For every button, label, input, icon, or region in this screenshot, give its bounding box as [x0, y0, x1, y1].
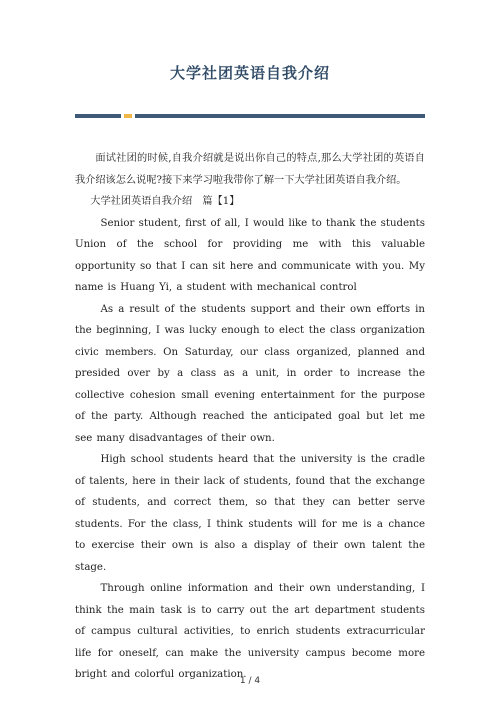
page-number: 1 / 4: [239, 676, 261, 686]
page-title: 大学社团英语自我介绍: [169, 64, 330, 82]
divider-accent-block: [124, 114, 132, 118]
section-heading: 大学社团英语自我介绍 篇【1】: [90, 196, 240, 207]
body-paragraph: As a result of the students support and their own efforts in the beginning, I was lucky enough to elect the class organization civic members. On Saturday, our class organized, planned and presided over by a class as a unit, in order to increase the collective cohesion small evening entertainment for the purpose of the party. Although reached the anticipated goal but let me see many disadvantages of their own.: [75, 303, 425, 444]
divider-bar-right: [135, 114, 425, 118]
document-body: [75, 148, 425, 686]
body-paragraph: Through online information and their own understanding, I think the main task is to carry out the art department students of campus cultural activities, to enrich students extracurricular life for oneself, can make the university campus become more bright and colorful organization.: [75, 583, 425, 680]
divider-bar-left: [75, 114, 121, 118]
intro-paragraph: 面试社团的时候,自我介绍就是说出你自己的特点,那么大学社团的英语自我介绍该怎么说呢?接下来学习啦我带你了解一下大学社团英语自我介绍。: [75, 153, 425, 186]
body-paragraph: Senior student, first of all, I would like to thank the students Union of the school for providing me with this valuable opportunity so that I can sit here and communicate with you. My name is Huang Yi, a student with mechanical control: [75, 217, 425, 293]
body-paragraph: High school students heard that the university is the cradle of talents, here in their lack of students, found that the exchange of students, and correct them, so that they can better serve students. For the class, I think students will for me is a chance to exercise their own is also a display of their own talent the stage.: [75, 454, 425, 573]
